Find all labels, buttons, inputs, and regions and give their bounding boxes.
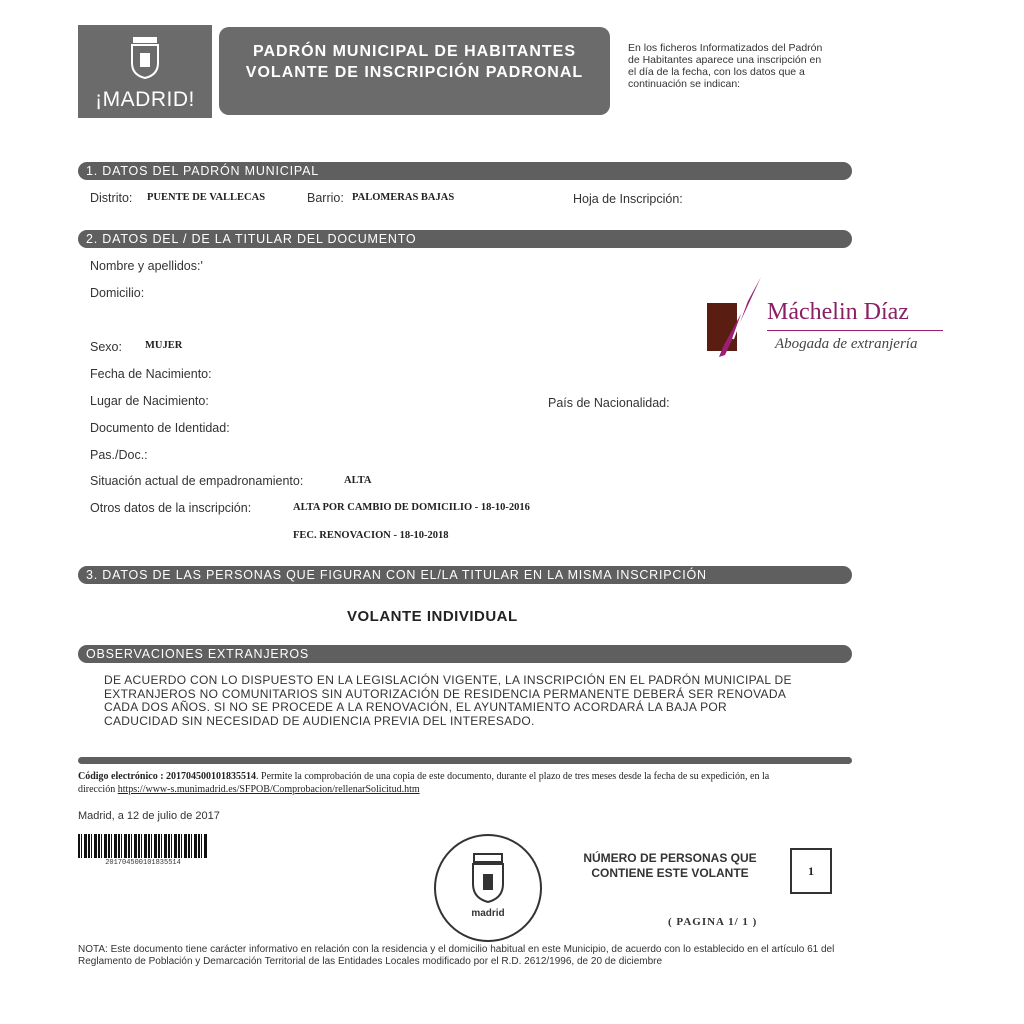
- verification-link[interactable]: https://www-s.munimadrid.es/SFPOB/Comprobacion/rellenarSolicitud.htm: [117, 784, 420, 795]
- lawyer-subtitle: Abogada de extranjería: [775, 336, 918, 352]
- section-1-header: 1. DATOS DEL PADRÓN MUNICIPAL: [78, 162, 852, 180]
- title-line-2: VOLANTE DE INSCRIPCIÓN PADRONAL: [245, 64, 584, 81]
- domicilio-label: Domicilio:: [90, 286, 145, 300]
- barcode: [78, 834, 208, 858]
- distrito-label: Distrito:: [90, 191, 133, 205]
- lawyer-watermark: [705, 275, 945, 360]
- barrio-value: PALOMERAS BAJAS: [352, 192, 455, 203]
- sexo-label: Sexo:: [90, 340, 122, 354]
- nombre-label: Nombre y apellidos:': [90, 259, 203, 273]
- distrito-value: PUENTE DE VALLECAS: [147, 192, 266, 203]
- pais-nacionalidad-label: País de Nacionalidad:: [548, 396, 670, 410]
- logo-text: ¡MADRID!: [95, 88, 195, 111]
- codigo-electronico: [78, 770, 808, 796]
- barcode-number: 201704500101835514: [105, 859, 181, 867]
- otros-datos-value-2: FEC. RENOVACION - 18-10-2018: [293, 530, 449, 541]
- lawyer-name: Máchelin Díaz: [767, 299, 909, 325]
- madrid-seal: [434, 834, 542, 942]
- section-2-header: 2. DATOS DEL / DE LA TITULAR DEL DOCUMENTO: [78, 230, 852, 248]
- documento-identidad-label: Documento de Identidad:: [90, 421, 230, 435]
- fecha-emision: Madrid, a 12 de julio de 2017: [78, 810, 220, 822]
- numero-personas-value: 1: [790, 848, 832, 894]
- seal-crest-icon: [468, 852, 508, 904]
- section-3-header: 3. DATOS DE LAS PERSONAS QUE FIGURAN CON EL/LA TITULAR EN LA MISMA INSCRIPCIÓN: [78, 566, 852, 584]
- document-title: [219, 27, 610, 115]
- hoja-label: Hoja de Inscripción:: [573, 192, 683, 206]
- title-line-1: PADRÓN MUNICIPAL DE HABITANTES: [252, 43, 577, 60]
- otros-datos-value-1: ALTA POR CAMBIO DE DOMICILIO - 18-10-2016: [293, 502, 530, 513]
- codigo-text: . Permite la comprobación de una copia de este documento, durante el plazo de tres meses desde la fecha de su expedición, en la dirección: [78, 771, 770, 795]
- lugar-nacimiento-label: Lugar de Nacimiento:: [90, 394, 209, 408]
- quill-logo-icon: [705, 275, 765, 360]
- madrid-logo: [78, 25, 212, 118]
- fecha-nacimiento-label: Fecha de Nacimiento:: [90, 367, 212, 381]
- numero-personas-label: NÚMERO DE PERSONAS QUE CONTIENE ESTE VOLANTE: [583, 851, 757, 880]
- situacion-label: Situación actual de empadronamiento:: [90, 474, 304, 488]
- pagina-indicator: ( PAGINA 1/ 1 ): [668, 916, 758, 928]
- observaciones-header: OBSERVACIONES EXTRANJEROS: [78, 645, 852, 663]
- footer-divider: [78, 757, 852, 764]
- otros-datos-label: Otros datos de la inscripción:: [90, 501, 252, 515]
- intro-text: En los ficheros Informatizados del Padrón de Habitantes aparece una inscripción en el día de la fecha, con los datos que a continuación se indican:: [628, 42, 823, 90]
- situacion-value: ALTA: [344, 475, 372, 486]
- codigo-label: Código electrónico : 201704500101835514: [78, 771, 257, 782]
- pasaporte-label: Pas./Doc.:: [90, 448, 148, 462]
- observaciones-text: DE ACUERDO CON LO DISPUESTO EN LA LEGISLACIÓN VIGENTE, LA INSCRIPCIÓN EN EL PADRÓN MUNICIPAL DE EXTRANJEROS NO COMUNITARIOS SIN AUTORIZACIÓN DE RESIDENCIA PERMANENTE DEBERÁ SER RENOVADA CADA DOS AÑOS. SI NO SE PROCEDE A LA RENOVACIÓN, EL AYUNTAMIENTO ACORDARÁ LA BAJA POR CADUCIDAD SIN NECESIDAD DE AUDIENCIA PREVIA DEL INTERESADO.: [104, 673, 792, 728]
- watermark-divider: [767, 330, 943, 331]
- sexo-value: MUJER: [145, 340, 183, 351]
- barrio-label: Barrio:: [307, 191, 344, 205]
- seal-text: madrid: [471, 908, 505, 919]
- madrid-crest-icon: [128, 35, 162, 79]
- volante-individual: VOLANTE INDIVIDUAL: [347, 608, 518, 625]
- nota-legal: NOTA: Este documento tiene carácter informativo en relación con la residencia y el domicilio habitual en este Municipio, de acuerdo con lo establecido en el artículo 61 del Reglamento de Población y Demarcación Territorial de las Entidades Locales modificado por el R.D. 2612/1996, de 20 de diciembre: [78, 944, 835, 967]
